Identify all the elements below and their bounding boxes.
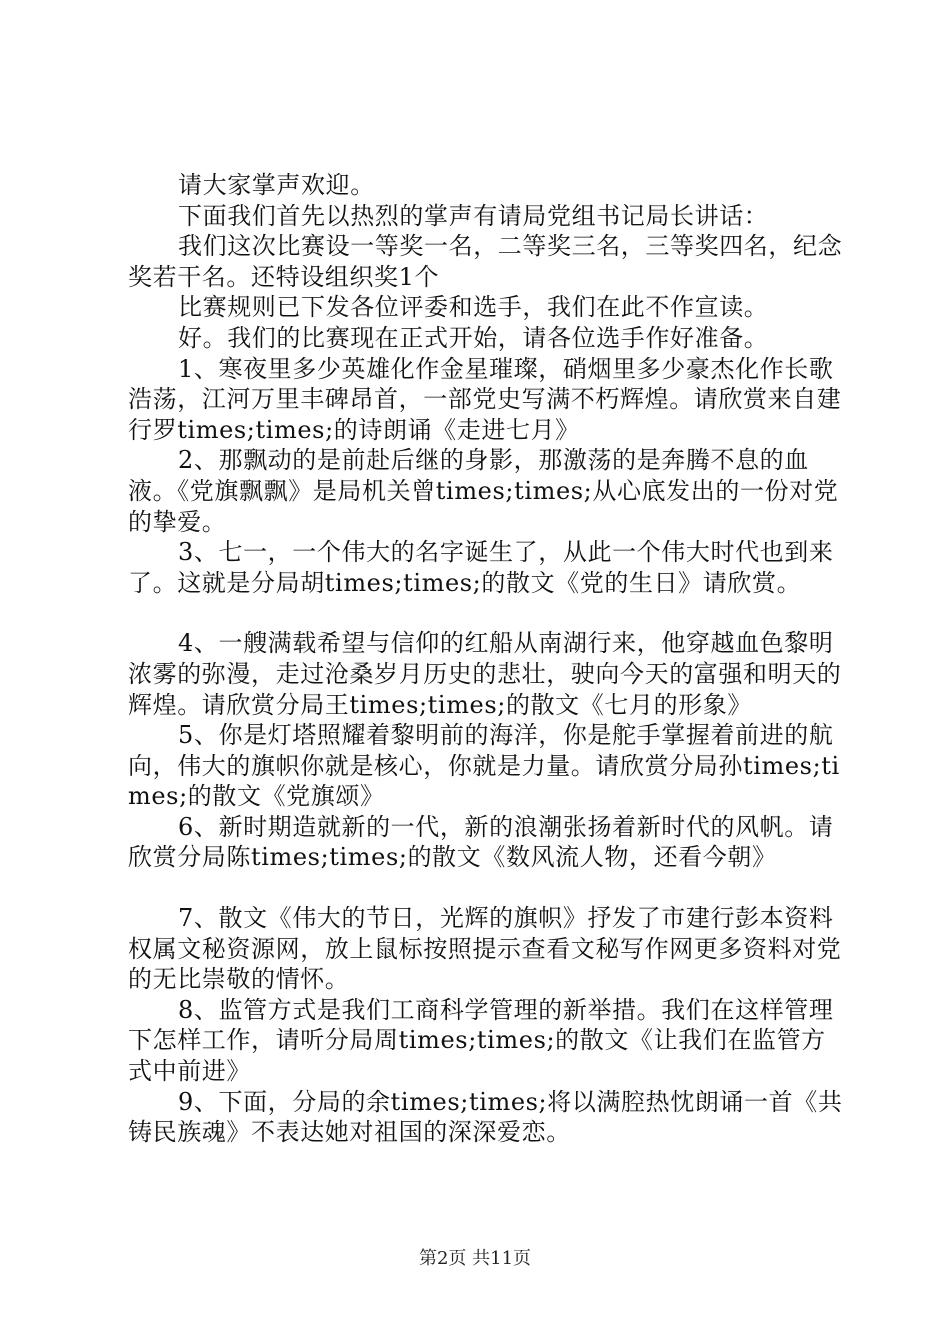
document-body (128, 170, 848, 1148)
paragraph-item-9: 9、下面，分局的余times;times;将以满腔热忱朗诵一首《共铸民族魂》不表达她对祖国的深深爱恋。 (128, 1087, 843, 1147)
paragraph-item-8: 8、监管方式是我们工商科学管理的新举措。我们在这样管理下怎样工作，请听分局周times;times;的散文《让我们在监管方式中前进》 (128, 995, 834, 1086)
paragraph-awards: 我们这次比赛设一等奖一名，二等奖三名，三等奖四名，纪念奖若干名。还特设组织奖1个 (128, 232, 843, 291)
paragraph-rules: 比赛规则已下发各位评委和选手，我们在此不作宣读。 (178, 293, 769, 322)
paragraph-invite-speech: 下面我们首先以热烈的掌声有请局党组书记局长讲话： (178, 201, 769, 230)
paragraph-welcome: 请大家掌声欢迎。 (178, 171, 375, 199)
paragraph-item-6: 6、新时期造就新的一代，新的浪潮张扬着新时代的风帆。请欣赏分局陈times;times;的散文《数风流人物，还看今朝》 (128, 812, 834, 872)
paragraph-item-4: 4、一艘满载希望与信仰的红船从南湖行来，他穿越血色黎明浓雾的弥漫，走过沧桑岁月历史的悲壮，驶向今天的富强和明天的辉煌。请欣赏分局王times;times;的散文《七月的形象》 (128, 629, 842, 719)
paragraph-item-7: 7、散文《伟大的节日，光辉的旗帜》抒发了市建行彭本资料权属文秘资源网，放上鼠标按照提示查看文秘写作网更多资料对党的无比崇敬的情怀。 (128, 904, 842, 994)
paragraph-item-1: 1、寒夜里多少英雄化作金星璀璨，硝烟里多少豪杰化作长歌浩荡，江河万里丰碑昂首，一部党史写满不朽辉煌。请欣赏来自建行罗times;times;的诗朗诵《走进七月》 (128, 354, 842, 444)
paragraph-start: 好。我们的比赛现在正式开始，请各位选手作好准备。 (178, 323, 769, 352)
paragraph-item-2: 2、那飘动的是前赴后继的身影，那激荡的是奔腾不息的血液。《党旗飘飘》是局机关曾times;times;从心底发出的一份对党的挚爱。 (128, 446, 839, 536)
page-number-footer: 第2页 共11页 (418, 1248, 532, 1269)
paragraph-item-3: 3、七一，一个伟大的名字诞生了，从此一个伟大时代也到来了。这就是分局胡times;times;的散文《党的生日》请欣赏。 (128, 538, 834, 597)
paragraph-item-5: 5、你是灯塔照耀着黎明前的海洋，你是舵手掌握着前进的航向，伟大的旗帜你就是核心，你就是力量。请欣赏分局孙times;times;的散文《党旗颂》 (128, 721, 840, 811)
